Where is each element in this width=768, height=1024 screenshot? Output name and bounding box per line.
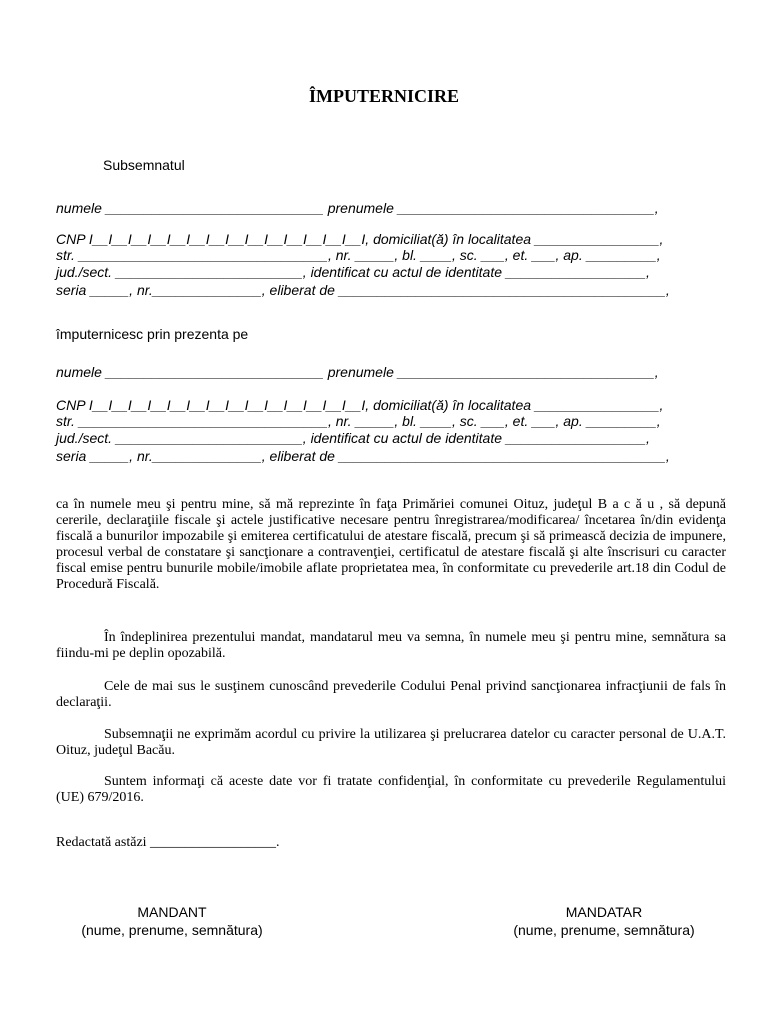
gdpr-paragraph: Suntem informaţi că aceste date vor fi tratate confidenţial, în conformitate cu prevederile Regulamentului (UE) 679/2016. [56,774,726,805]
redactata-date-line[interactable]: Redactată astăzi __________________. [56,835,280,850]
penal-code-paragraph: Cele de mai sus le susţinem cunoscând prevederile Codului Penal privind sancţionarea infracţiunii de fals în declaraţii. [56,679,726,710]
mandatar-county-line[interactable]: jud./sect. ________________________, identificat cu actul de identitate __________________, [56,430,650,446]
mandate-execution-paragraph: În îndeplinirea prezentului mandat, mandatarul meu va semna, în numele meu şi pentru mine, semnătura sa fiindu-mi pe deplin opozabilă. [56,630,726,661]
mandatar-id-series-line[interactable]: seria _____, nr.______________, eliberat de __________________________________________, [56,448,670,464]
mandant-id-series-line[interactable]: seria _____, nr.______________, eliberat de __________________________________________, [56,282,670,298]
data-consent-paragraph: Subsemnaţii ne exprimăm acordul cu privire la utilizarea şi prelucrarea datelor cu caracter personal de U.A.T. Oituz, judeţul Bacău. [56,727,726,758]
subsemnatul-label: Subsemnatul [103,157,185,173]
mandatar-name-line[interactable]: numele ____________________________ prenumele _________________________________, [56,364,659,380]
mandatar-street-line[interactable]: str. ________________________________, nr. _____, bl. ____, sc. ___, et. ___, ap. _________, [56,413,661,429]
mandatar-signature-block [488,903,720,939]
mandatar-cnp-line[interactable]: CNP I__I__I__I__I__I__I__I__I__I__I__I__I__I__I, domiciliat(ă) în localitatea ________________, [56,397,664,413]
mandant-county-line[interactable]: jud./sect. ________________________, identificat cu actul de identitate __________________, [56,264,650,280]
mandant-street-line[interactable]: str. ________________________________, nr. _____, bl. ____, sc. ___, et. ___, ap. _________, [56,247,661,263]
mandant-cnp-line[interactable]: CNP I__I__I__I__I__I__I__I__I__I__I__I__I__I__I, domiciliat(ă) în localitatea ________________, [56,231,664,247]
mandant-title: MANDANT [137,904,207,920]
mandant-name-line[interactable]: numele ____________________________ prenumele _________________________________, [56,200,659,216]
mandate-scope-paragraph: ca în numele meu şi pentru mine, să mă reprezinte în faţa Primăriei comunei Oituz, judeţul B a c ă u , să depună cererile, declaraţiile fiscale şi actele justificative necesare pentru înregistrarea/modificarea/ încetarea în/din evidenţa fiscală a bunurilor impozabile şi emiterea certificatului de atestare fiscală, precum şi să primească decizia de impunere, procesul verbal de constatare şi sancţionare a contravenţiei, certificatul de atestare fiscală şi alte înscrisuri cu caracter fiscal emise pentru bunurile mobile/imobile aflate proprietatea mea, în conformitate cu prevederile art.18 din Codul de Procedură Fiscală. [56,497,726,592]
mandatar-signature-caption: (nume, prenume, semnătura) [513,922,695,938]
imputernicesc-label: împuternicesc prin prezenta pe [56,326,249,342]
mandant-signature-caption: (nume, prenume, semnătura) [81,922,263,938]
document-title: ÎMPUTERNICIRE [308,86,459,106]
mandatar-title: MANDATAR [565,904,643,920]
mandant-signature-block [56,903,288,939]
